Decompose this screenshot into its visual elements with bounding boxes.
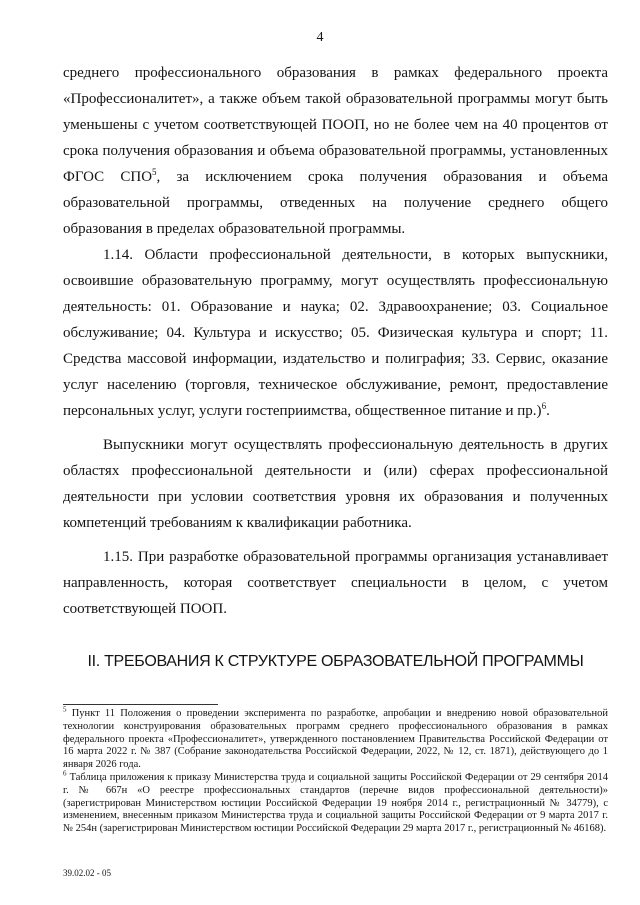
footnote-text: Пункт 11 Положения о проведении эксперимента по разработке, апробации и внедрению новой образовательной технологии конструирования образовательных программ среднего профессионального образования в рамках федерального проекта «Профессионалитет», утвержденного постановлением Правительства Российской Федерации от 16 марта 2022 г. № 387 (Собрание законодательства Российской Федерации, 2022, № 12, ст. 1871), действующего до 1 января 2026 года. xyxy=(63,708,608,771)
paragraph-text-tail: , за исключением срока получения образования и объема образовательной программы, отведенных на получение среднего общего образования в пределах образовательной программы. xyxy=(63,169,608,237)
footnotes xyxy=(63,705,608,836)
footnote-divider xyxy=(63,704,218,705)
footnote-mark: 6 xyxy=(63,769,67,778)
paragraph-text: 1.14. Области профессиональной деятельности, в которых выпускники, освоившие образовательную программу, могут осуществлять профессиональную деятельность: 01. Образование и наука; 02. Здравоохранение; 03. Социальное обслуживание; 04. Культура и искусство; 05. Физическая культура и спорт; 11. Средства массовой информации, издательство и полиграфия; 33. Сервис, оказание услуг населению (торговля, техническое обслуживание, ремонт, предоставление персональных услуг, услуги гостеприимства, общественное питание и пр.) xyxy=(63,247,608,419)
paragraph-graduates xyxy=(63,432,608,536)
footnote-mark: 5 xyxy=(63,705,67,714)
body-text xyxy=(63,60,608,622)
paragraph-text-tail: . xyxy=(546,403,550,419)
document-code: 39.02.02 - 05 xyxy=(63,868,111,878)
footnote-text: Таблица приложения к приказу Министерства труда и социальной защиты Российской Федерации от 29 сентября 2014 г. № 667н «О реестре профессиональных стандартов (перечне видов профессиональной деятельности)» (зарегистрирован Министерством юстиции Российской Федерации 19 ноября 2014 г., регистрационный № 34779), с изменением, внесенным приказом Министерства труда и социальной защиты Российской Федерации от 9 марта 2017 г. № 254н (зарегистрирован Министерством юстиции Российской Федерации 29 марта 2017 г., регистрационный № 46168). xyxy=(63,771,608,835)
footnote-ref: 5 xyxy=(152,167,157,177)
footnote-ref: 6 xyxy=(541,401,547,411)
section-heading: II. ТРЕБОВАНИЯ К СТРУКТУРЕ ОБРАЗОВАТЕЛЬНОЙ ПРОГРАММЫ xyxy=(87,653,584,670)
paragraph-text: среднего профессионального образования в рамках федерального проекта «Профессионалитет», а также объем такой образовательной программы могут быть уменьшены с учетом соответствующей ПООП, но не более чем на 40 процентов от срока получения образования и объема образовательной программы, установленных ФГОС СПО xyxy=(63,65,608,185)
footnote-5 xyxy=(63,705,608,772)
page-number: 4 xyxy=(316,30,324,45)
paragraph-1-15 xyxy=(63,544,608,622)
paragraph-text: 1.15. При разработке образовательной программы организация устанавливает направленность, которая соответствует специальности в целом, с учетом соответствующей ПООП. xyxy=(63,549,608,617)
footnote-6 xyxy=(63,769,608,836)
paragraph-text: Выпускники могут осуществлять профессиональную деятельность в других областях профессиональной деятельности и (или) сферах профессиональной деятельности при условии соответствия уровня их образования и полученных компетенций требованиям к квалификации работника. xyxy=(63,437,608,531)
paragraph-1 xyxy=(63,60,608,242)
paragraph-1-14 xyxy=(63,242,608,424)
